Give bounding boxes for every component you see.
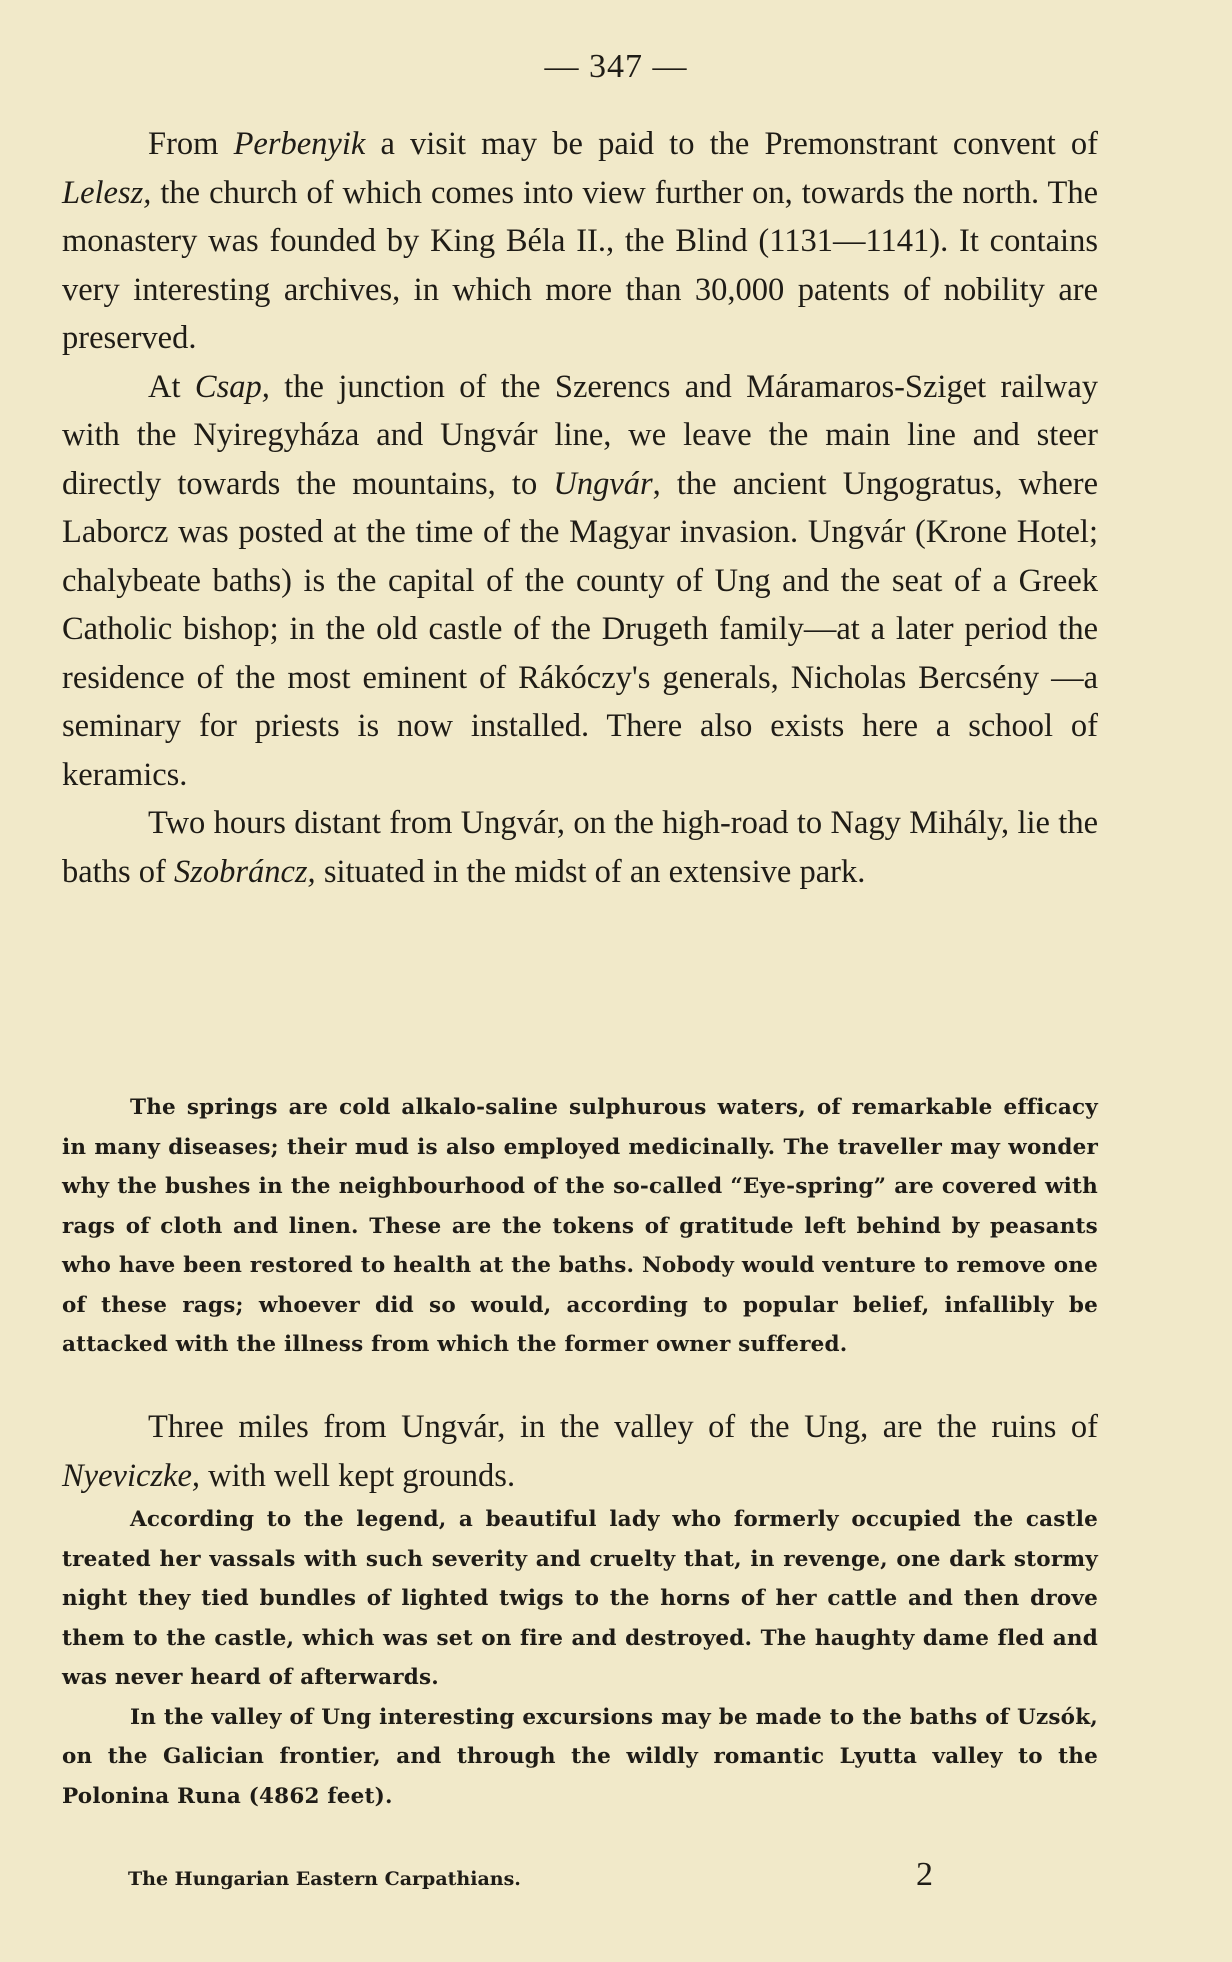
body-text-top: [62, 120, 1098, 896]
paragraph-text: Two hours distant from Ungvár, on the high-road to Nagy Mihály, lie the baths of: [62, 805, 1098, 890]
paragraph-nyeviczke: [62, 1403, 1098, 1500]
place-name: Szobráncz,: [173, 853, 316, 890]
paragraph-text: the junction of the Szerencs and Máramaros-Sziget railway with the Nyiregyháza and Ungvár line, we leave the main line and steer directly towards the mountains, to: [62, 368, 1099, 502]
place-name: Csap,: [194, 368, 270, 405]
paragraph-legend: According to the legend, a beautiful lady who formerly occupied the castle treated her vassals with such severity and cruelty that, in revenge, one dark stormy night they tied bundles of lighted twigs to the horns of her cattle and then drove them to the castle, which was set on fire and destroyed. The haughty dame fled and was never heard of afterwards.: [62, 1507, 1098, 1690]
small-print-springs: [62, 1088, 1098, 1365]
paragraph-text: a visit may be paid to the Premonstrant convent of: [365, 126, 1098, 162]
footer-title: The Hungarian Eastern Carpathians.: [128, 1868, 521, 1890]
place-name: Lelesz,: [62, 174, 152, 211]
paragraph-szobrancz: [62, 799, 1098, 896]
place-name: Perbenyik: [233, 126, 366, 162]
paragraph-text: From: [148, 126, 234, 162]
page-number: — 347 —: [544, 48, 688, 85]
paragraph-excursions: In the valley of Ung interesting excursions may be made to the baths of Uzsók, on the Galician frontier, and through the wildly romantic Lyutta valley to the Polonina Runa (4862 feet).: [62, 1704, 1098, 1809]
body-text-nyeviczke: [62, 1403, 1098, 1500]
signature-mark: 2: [916, 1856, 933, 1893]
paragraph-text: , the ancient Ungogratus, where Laborcz was posted at the time of the Magyar invasion. Ungvár (Krone Hotel; chalybeate baths) is the capital of the county of Ung and the seat of a Greek Catholic bishop; in the old castle of the Drugeth family—at a later period the residence of the most eminent of Rákóczy's generals, Nicholas Bercsény —a seminary for priests is now installed. There also exists here a school of keramics.: [62, 465, 1098, 793]
place-name: Nyeviczke,: [62, 1457, 201, 1494]
paragraph-perbenyik: [62, 120, 1098, 363]
paragraph-text: the church of which comes into view further on, towards the north. The monastery was founded by King Béla II., the Blind (1131—1141). It contains very interesting archives, in which more than 30,000 patents of nobility are preserved.: [62, 174, 1098, 356]
paragraph-csap: [62, 363, 1098, 800]
paragraph-text: At: [148, 368, 195, 405]
place-name: Ungvár: [553, 465, 653, 502]
small-print-legend: [62, 1500, 1098, 1816]
paragraph-text: Three miles from Ungvár, in the valley of the Ung, are the ruins of: [148, 1409, 1098, 1445]
paragraph-text: situated in the midst of an extensive park.: [315, 853, 866, 890]
paragraph-text: with well kept grounds.: [200, 1457, 516, 1494]
paragraph-springs: The springs are cold alkalo-saline sulphurous waters, of remarkable efficacy in many diseases; their mud is also employed medicinally. The traveller may wonder why the bushes in the neighbourhood of the so-called “Eye-spring” are covered with rags of cloth and linen. These are the tokens of gratitude left behind by peasants who have been restored to health at the baths. Nobody would venture to remove one of these rags; whoever did so would, according to popular belief, infallibly be attacked with the illness from which the former owner suffered.: [62, 1095, 1098, 1357]
